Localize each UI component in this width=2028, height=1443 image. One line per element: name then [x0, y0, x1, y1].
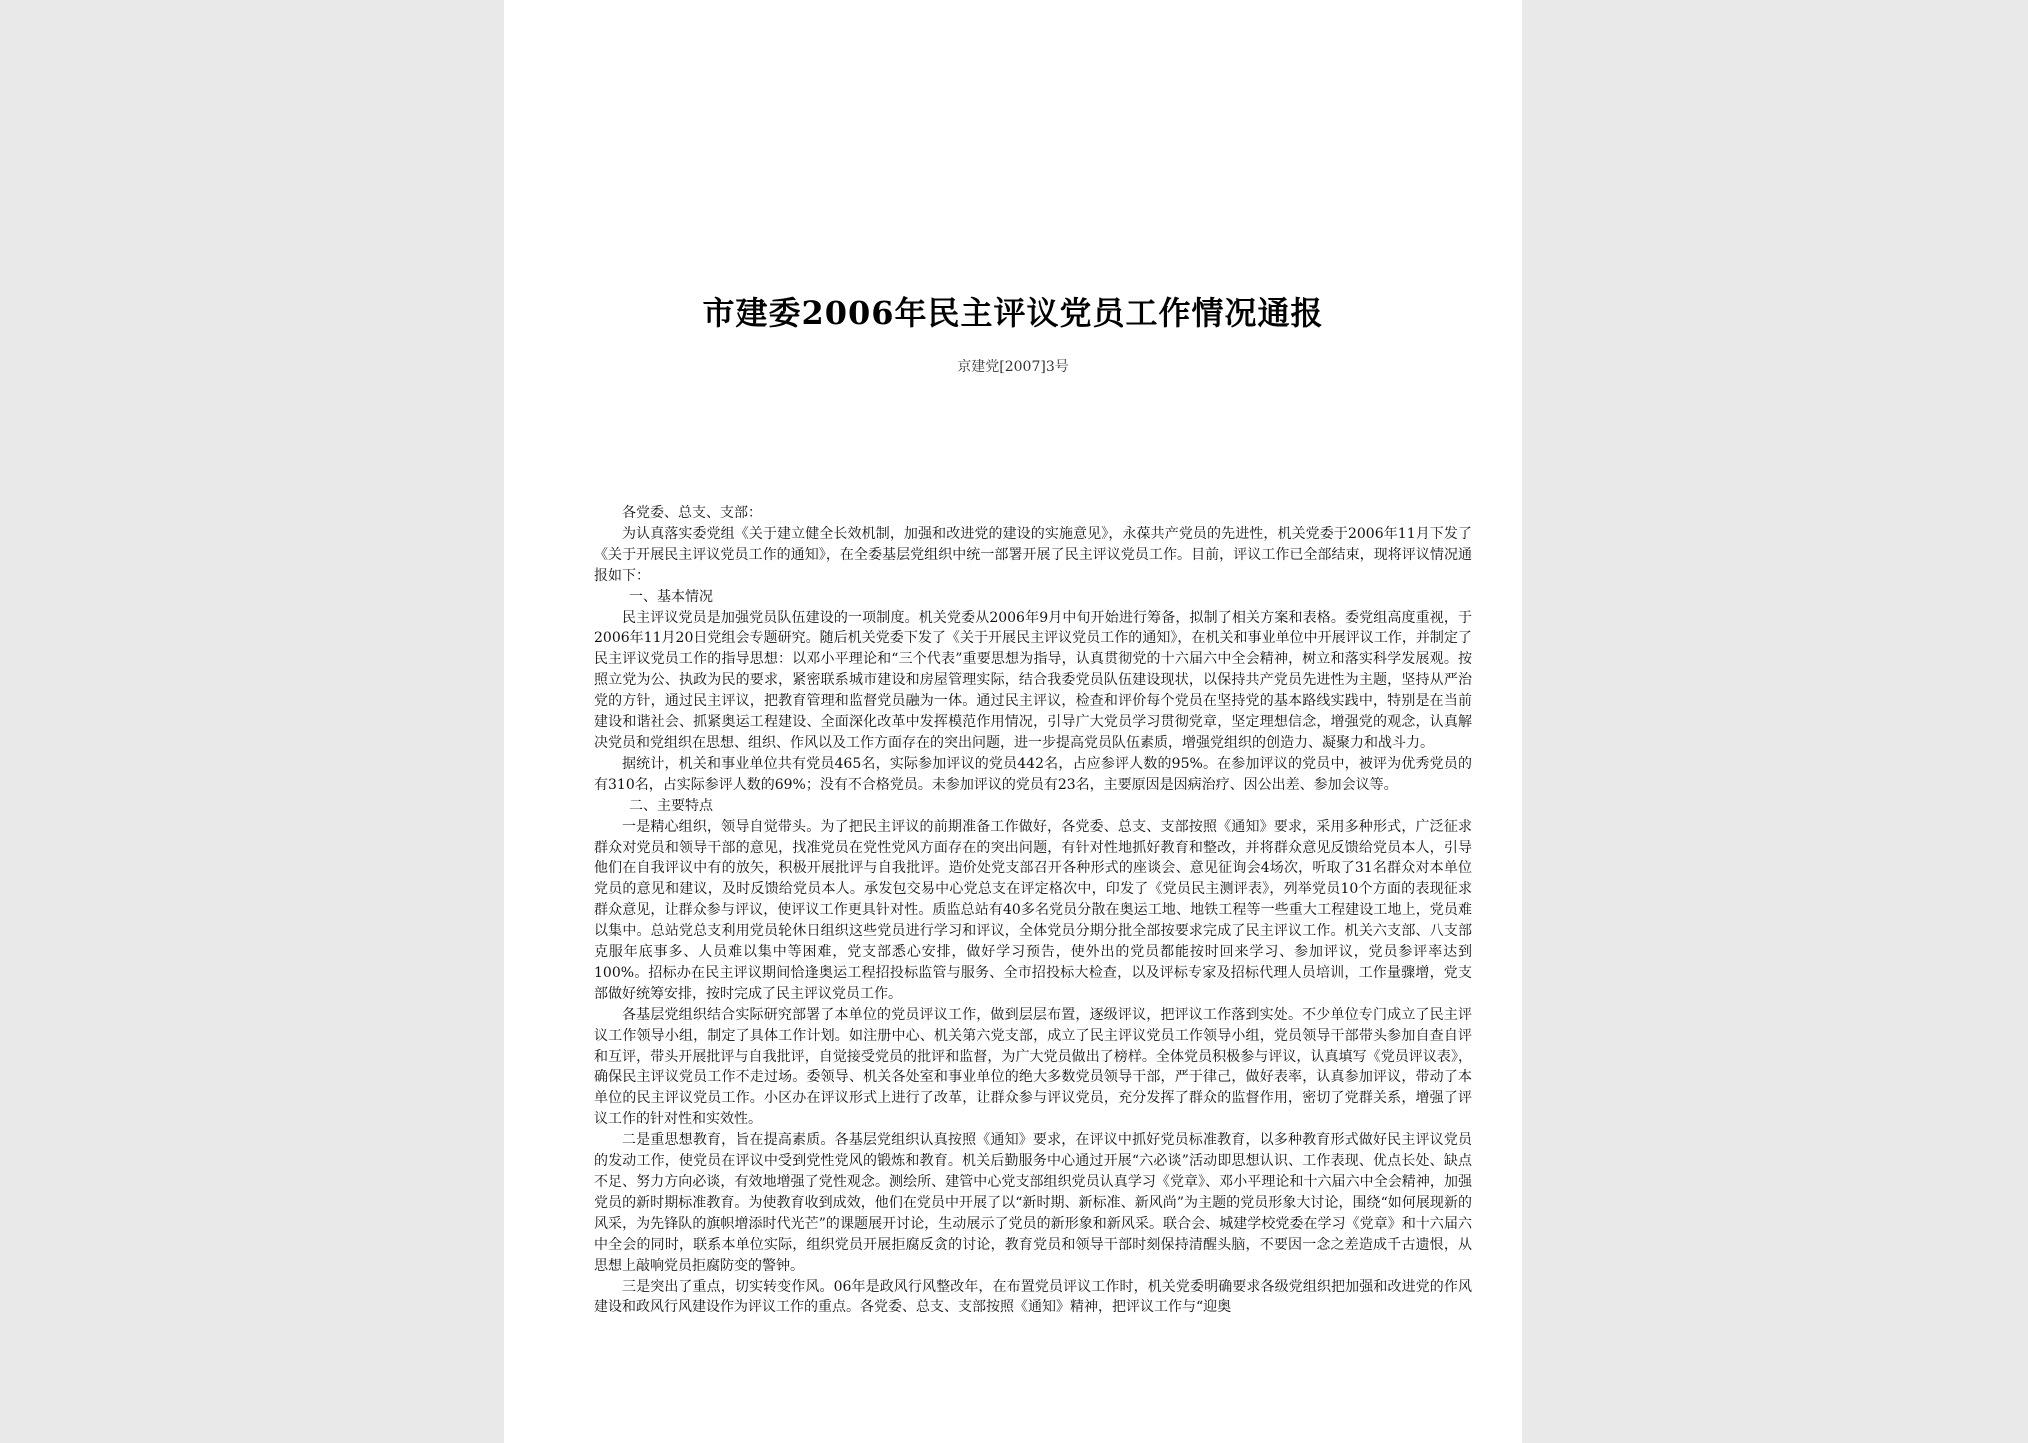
paragraph: 据统计，机关和事业单位共有党员465名，实际参加评议的党员442名，占应参评人数的95%。在参加评议的党员中，被评为优秀党员的有310名，占实际参评人数的69%；没有不合格党员。未参加评议的党员有23名，主要原因是因病治疗、因公出差、参加会议等。 — [594, 755, 1472, 793]
paragraph: 民主评议党员是加强党员队伍建设的一项制度。机关党委从2006年9月中旬开始进行筹备，拟制了相关方案和表格。委党组高度重视，于2006年11月20日党组会专题研究。随后机关党委下发了《关于开展民主评议党员工作的通知》，在机关和事业单位中开展评议工作，并制定了民主评议党员工作的指导思想：以邓小平理论和“三个代表”重要思想为指导，认真贯彻党的十六届六中全会精神，树立和落实科学发展观。按照立党为公、执政为民的要求，紧密联系城市建设和房屋管理实际，结合我委党员队伍建设现状，以保持共产党员先进性为主题，坚持从严治党的方针，通过民主评议，把教育管理和监督党员融为一体。通过民主评议，检查和评价每个党员在坚持党的基本路线实践中，特别是在当前建设和谐社会、抓紧奥运工程建设、全面深化改革中发挥模范作用情况，引导广大党员学习贯彻党章，坚定理想信念，增强党的观念，认真解决党员和党组织在思想、组织、作风以及工作方面存在的突出问题，进一步提高党员队伍素质，增强党组织的创造力、凝聚力和战斗力。 — [594, 609, 1472, 751]
section-heading: 二、主要特点 — [629, 797, 713, 814]
paragraph: 三是突出了重点，切实转变作风。06年是政风行风整改年，在布置党员评议工作时，机关党委明确要求各级党组织把加强和改进党的作风建设和政风行风建设作为评议工作的重点。各党委、总支、支部按照《通知》精神，把评议工作与“迎奥 — [594, 1278, 1472, 1316]
document-number: 京建党[2007]3号 — [957, 359, 1069, 375]
document-body — [594, 503, 1472, 1318]
paragraph: 二是重思想教育，旨在提高素质。各基层党组织认真按照《通知》要求，在评议中抓好党员标准教育，以多种教育形式做好民主评议党员的发动工作，使党员在评议中受到党性党风的锻炼和教育。机关后勤服务中心通过开展“六必谈”活动即思想认识、工作表现、优点长处、缺点不足、努力方向必谈，有效地增强了党性观念。测绘所、建管中心党支部组织党员认真学习《党章》、邓小平理论和十六届六中全会精神，加强党员的新时期标准教育。为使教育收到成效，他们在党员中开展了以“新时期、新标准、新风尚”为主题的党员形象大讨论，围绕“如何展现新的风采，为先锋队的旗帜增添时代光芒”的课题展开讨论，生动展示了党员的新形象和新风采。联合会、城建学校党委在学习《党章》和十六届六中全会的同时，联系本单位实际，组织党员开展拒腐反贪的讨论，教育党员和领导干部时刻保持清醒头脑，不要因一念之差造成千古遗恨，从思想上敲响党员拒腐防变的警钟。 — [594, 1132, 1472, 1274]
paragraph: 为认真落实委党组《关于建立健全长效机制，加强和改进党的建设的实施意见》，永葆共产党员的先进性，机关党委于2006年11月下发了《关于开展民主评议党员工作的通知》，在全委基层党组织中统一部署开展了民主评议党员工作。目前，评议工作已全部结束，现将评议情况通报如下： — [594, 525, 1472, 584]
document-title: 市建委2006年民主评议党员工作情况通报 — [702, 294, 1324, 332]
section-heading: 一、基本情况 — [629, 588, 713, 605]
paragraph: 各基层党组织结合实际研究部署了本单位的党员评议工作，做到层层布置，逐级评议，把评议工作落到实处。不少单位专门成立了民主评议工作领导小组，制定了具体工作计划。如注册中心、机关第六党支部，成立了民主评议党员工作领导小组，党员领导干部带头参加自查自评和互评，带头开展批评与自我批评，自觉接受党员的批评和监督，为广大党员做出了榜样。全体党员积极参与评议，认真填写《党员评议表》，确保民主评议党员工作不走过场。委领导、机关各处室和事业单位的绝大多数党员领导干部，严于律己，做好表率，认真参加评议，带动了本单位的民主评议党员工作。小区办在评议形式上进行了改革，让群众参与评议党员，充分发挥了群众的监督作用，密切了党群关系，增强了评议工作的针对性和实效性。 — [594, 1006, 1472, 1128]
document-page — [504, 0, 1522, 1443]
greeting: 各党委、总支、支部： — [622, 505, 762, 521]
paragraph: 一是精心组织，领导自觉带头。为了把民主评议的前期准备工作做好，各党委、总支、支部按照《通知》要求，采用多种形式，广泛征求群众对党员和领导干部的意见，找准党员在党性党风方面存在的突出问题，有针对性地抓好教育和整改，并将群众意见反馈给党员本人，引导他们在自我评议中有的放矢，积极开展批评与自我批评。造价处党支部召开各种形式的座谈会、意见征询会4场次，听取了31名群众对本单位党员的意见和建议，及时反馈给党员本人。承发包交易中心党总支在评定格次中，印发了《党员民主测评表》，列举党员10个方面的表现征求群众意见，让群众参与评议，使评议工作更具针对性。质监总站有40多名党员分散在奥运工地、地铁工程等一些重大工程建设工地上，党员难以集中。总站党总支利用党员轮休日组织这些党员进行学习和评议，全体党员分期分批全部按要求完成了民主评议工作。机关六支部、八支部克服年底事多、人员难以集中等困难，党支部悉心安排，做好学习预告，使外出的党员都能按时回来学习、参加评议，党员参评率达到100%。招标办在民主评议期间恰逢奥运工程招投标监管与服务、全市招投标大检查，以及评标专家及招标代理人员培训，工作量骤增，党支部做好统筹安排，按时完成了民主评议党员工作。 — [594, 818, 1472, 1002]
